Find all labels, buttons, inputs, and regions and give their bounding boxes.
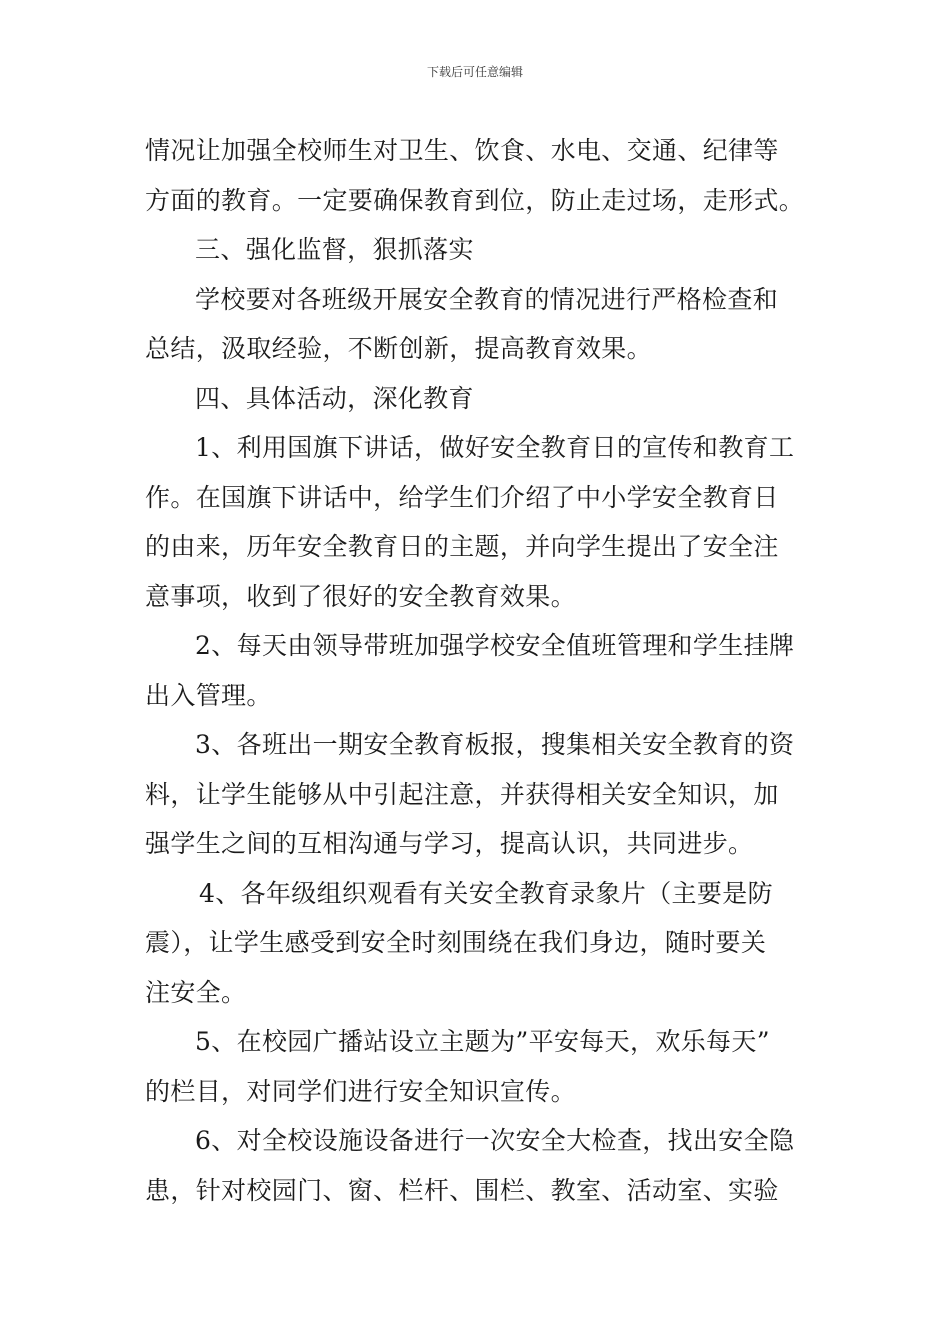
page-header-note: 下载后可任意编辑 [426,65,523,79]
text-line: 震），让学生感受到安全时刻围绕在我们身边，随时要关 [145,928,767,957]
text-line: 注安全。 [145,978,247,1007]
text-line: 4、各年级组织观看有关安全教育录象片（主要是防 [199,879,773,908]
text-line: 的栏目，对同学们进行安全知识宣传。 [145,1077,576,1106]
text-line: 学校要对各班级开展安全教育的情况进行严格检查和 [195,285,779,314]
text-line: 2、每天由领导带班加强学校安全值班管理和学生挂牌 [195,631,795,660]
text-line: 情况让加强全校师生对卫生、饮食、水电、交通、纪律等 [145,136,779,165]
text-line: 患，针对校园门、窗、栏杆、围栏、教室、活动室、实验 [145,1176,779,1205]
text-line: 作。在国旗下讲话中，给学生们介绍了中小学安全教育日 [145,483,779,512]
section-heading: 三、强化监督，狠抓落实 [195,235,474,264]
text-line: 总结，汲取经验，不断创新，提高教育效果。 [145,334,653,363]
text-line: 5、在校园广播站设立主题为”平安每天，欢乐每天” [195,1027,770,1056]
text-line: 强学生之间的互相沟通与学习，提高认识，共同进步。 [145,829,754,858]
section-heading: 四、具体活动，深化教育 [195,384,474,413]
text-line: 方面的教育。一定要确保教育到位，防止走过场，走形式。 [145,186,805,215]
text-line: 1、利用国旗下讲话，做好安全教育日的宣传和教育工 [195,433,795,462]
text-line: 料，让学生能够从中引起注意，并获得相关安全知识，加 [145,780,779,809]
text-line: 意事项，收到了很好的安全教育效果。 [145,582,576,611]
text-line: 3、各班出一期安全教育板报，搜集相关安全教育的资 [195,730,795,759]
text-line: 6、对全校设施设备进行一次安全大检查，找出安全隐 [195,1126,795,1155]
text-line: 出入管理。 [145,681,272,710]
text-line: 的由来，历年安全教育日的主题，并向学生提出了安全注 [145,532,779,561]
